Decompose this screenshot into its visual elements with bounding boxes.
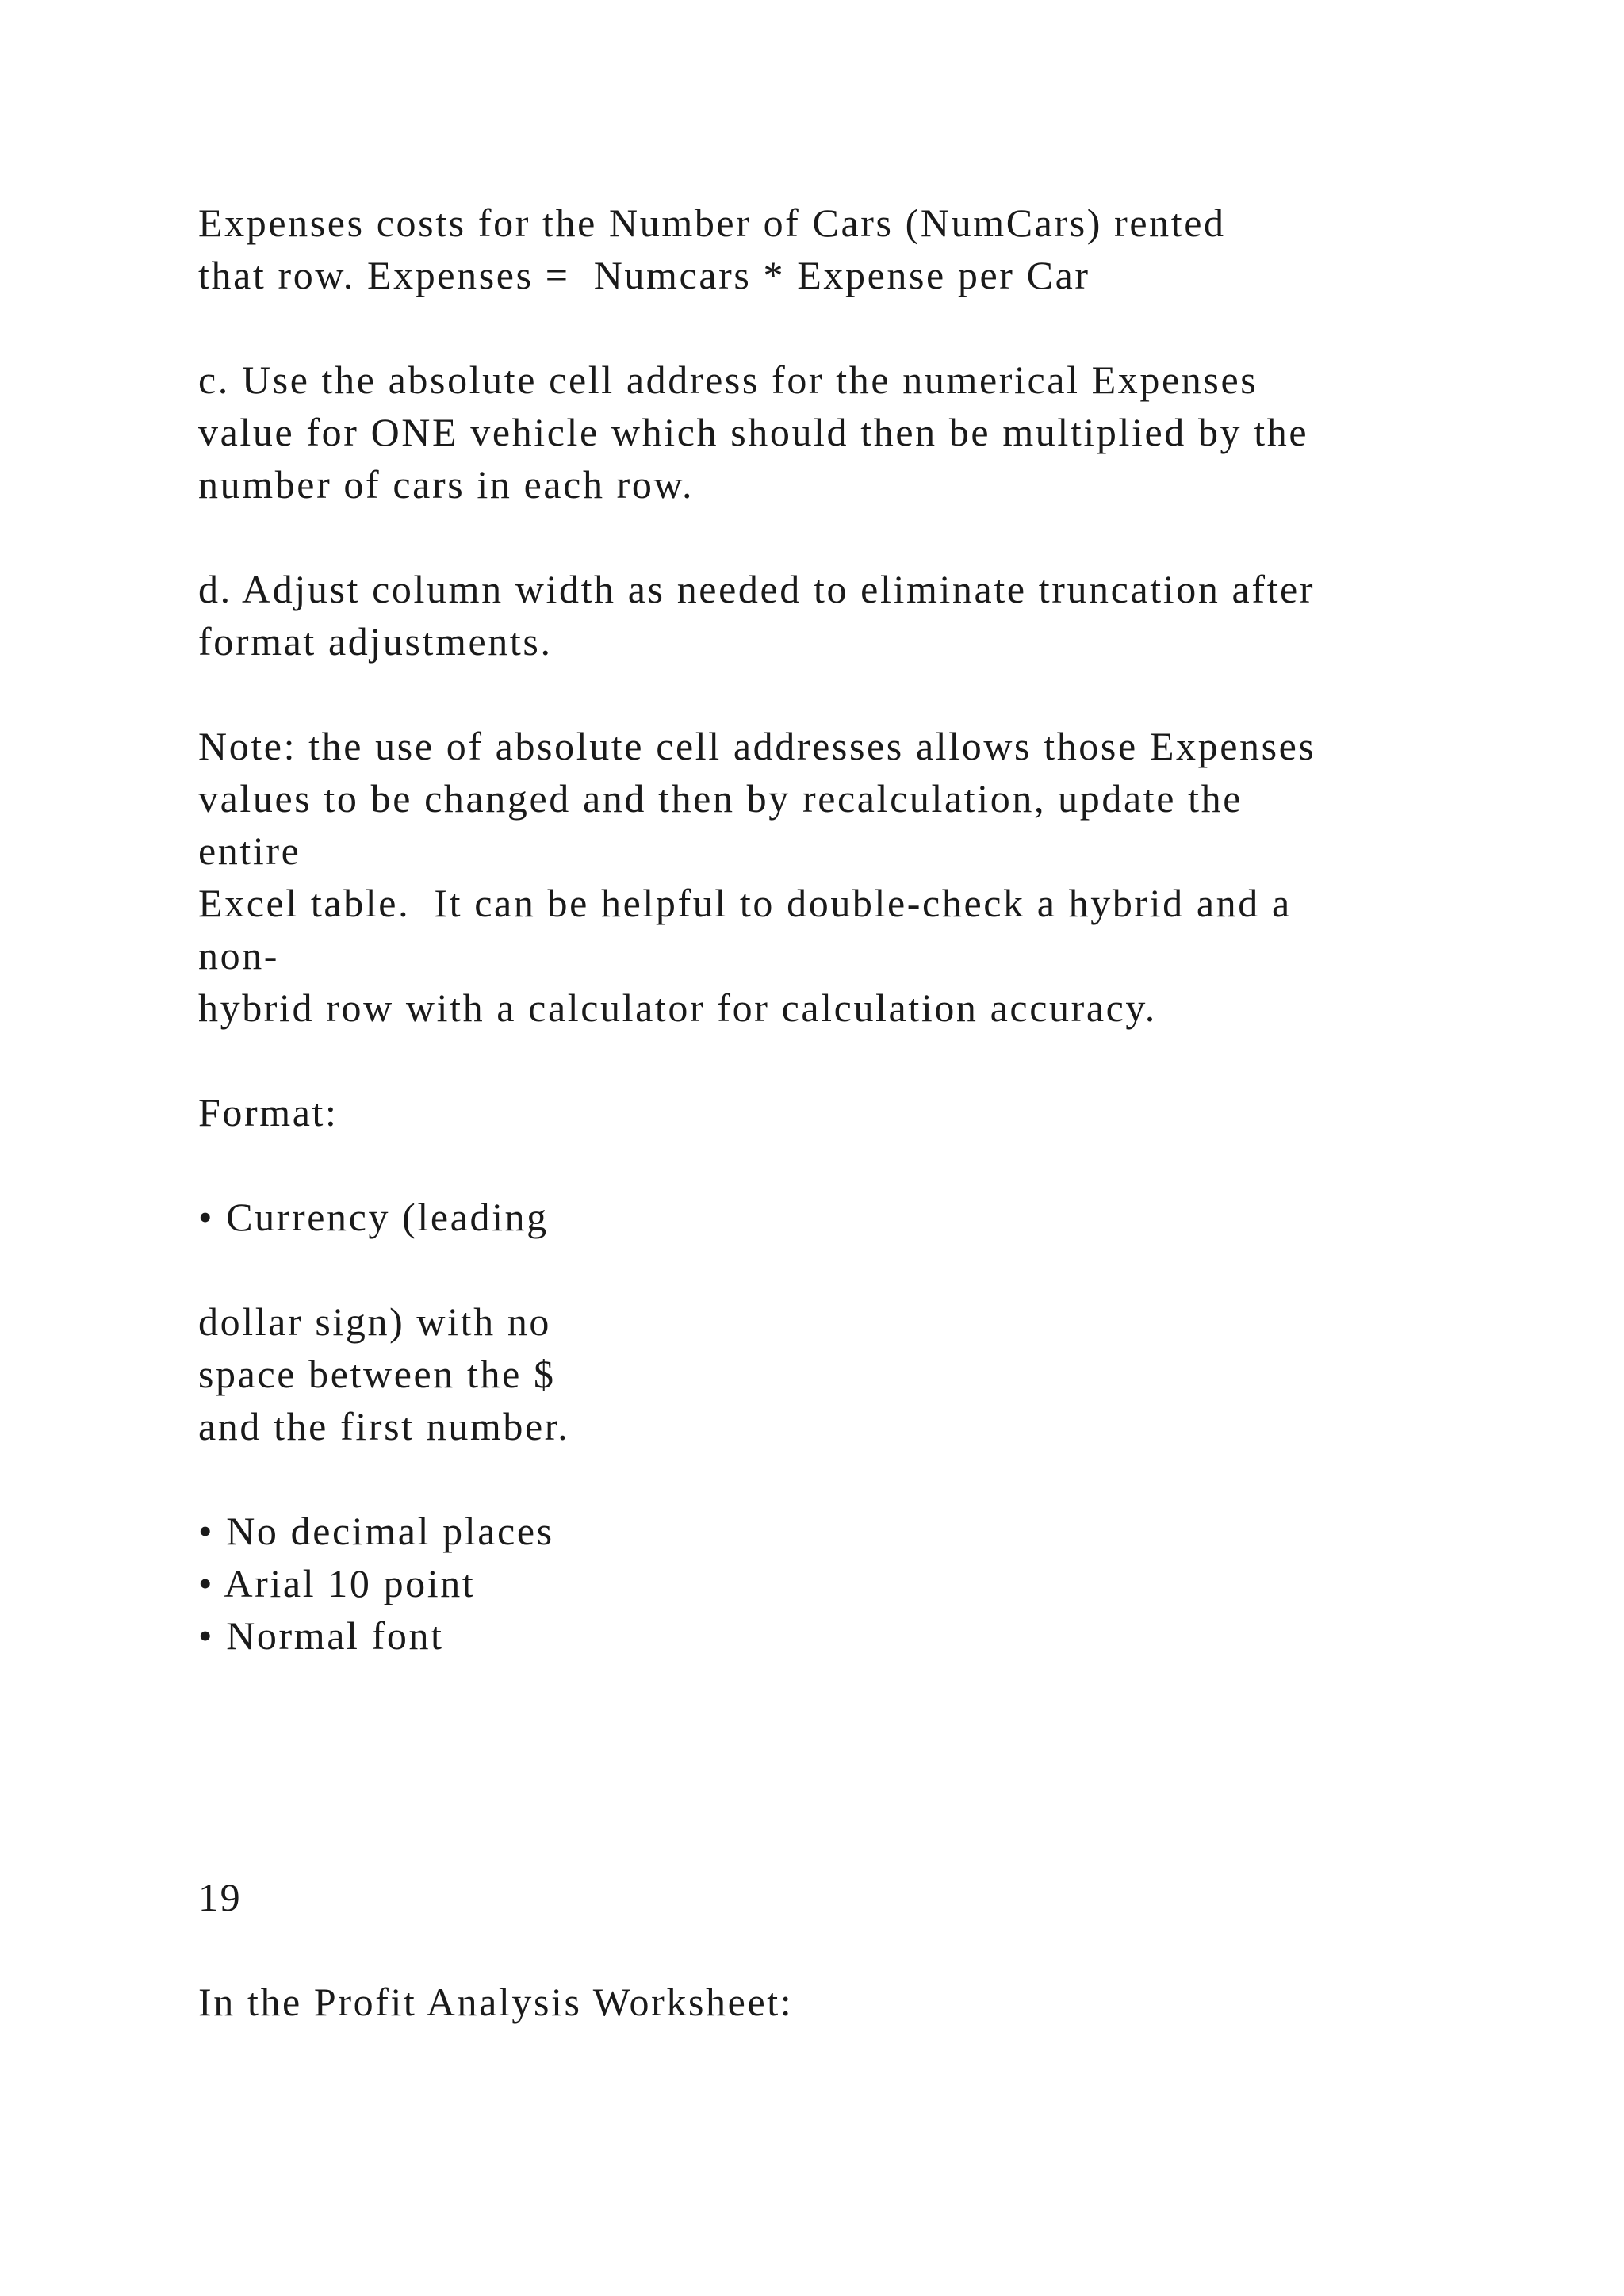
text-line: hybrid row with a calculator for calculation accuracy. xyxy=(198,985,1157,1030)
text-line: Note: the use of absolute cell addresses allows those Expenses xyxy=(198,724,1316,768)
text-line: Format: xyxy=(198,1090,339,1135)
text-line: values to be changed and then by recalculation, update the xyxy=(198,776,1243,821)
text-line: Expenses costs for the Number of Cars (NumCars) rented xyxy=(198,201,1226,245)
bullet-item: • No decimal places xyxy=(198,1509,554,1553)
text-line: value for ONE vehicle which should then be multiplied by the xyxy=(198,410,1309,454)
text-line: that row. Expenses = Numcars * Expense per Car xyxy=(198,253,1090,297)
text-line: c. Use the absolute cell address for the numerical Expenses xyxy=(198,358,1258,402)
text-line: number of cars in each row. xyxy=(198,462,695,507)
text-line: and the first number. xyxy=(198,1404,570,1448)
page-number: 19 xyxy=(198,1875,243,1919)
text-line: entire xyxy=(198,828,301,873)
bullet-item: • Arial 10 point xyxy=(198,1561,476,1605)
text-line: format adjustments. xyxy=(198,619,553,664)
text-line: non- xyxy=(198,933,280,978)
text-line: In the Profit Analysis Worksheet: xyxy=(198,1980,794,2024)
bullet-item: • Currency (leading xyxy=(198,1195,549,1239)
text-line: space between the $ xyxy=(198,1352,556,1396)
text-line: d. Adjust column width as needed to eliminate truncation after xyxy=(198,567,1316,611)
text-line: Excel table. It can be helpful to double-check a hybrid and a xyxy=(198,881,1292,925)
bullet-item: • Normal font xyxy=(198,1613,444,1658)
text-line: dollar sign) with no xyxy=(198,1299,552,1344)
